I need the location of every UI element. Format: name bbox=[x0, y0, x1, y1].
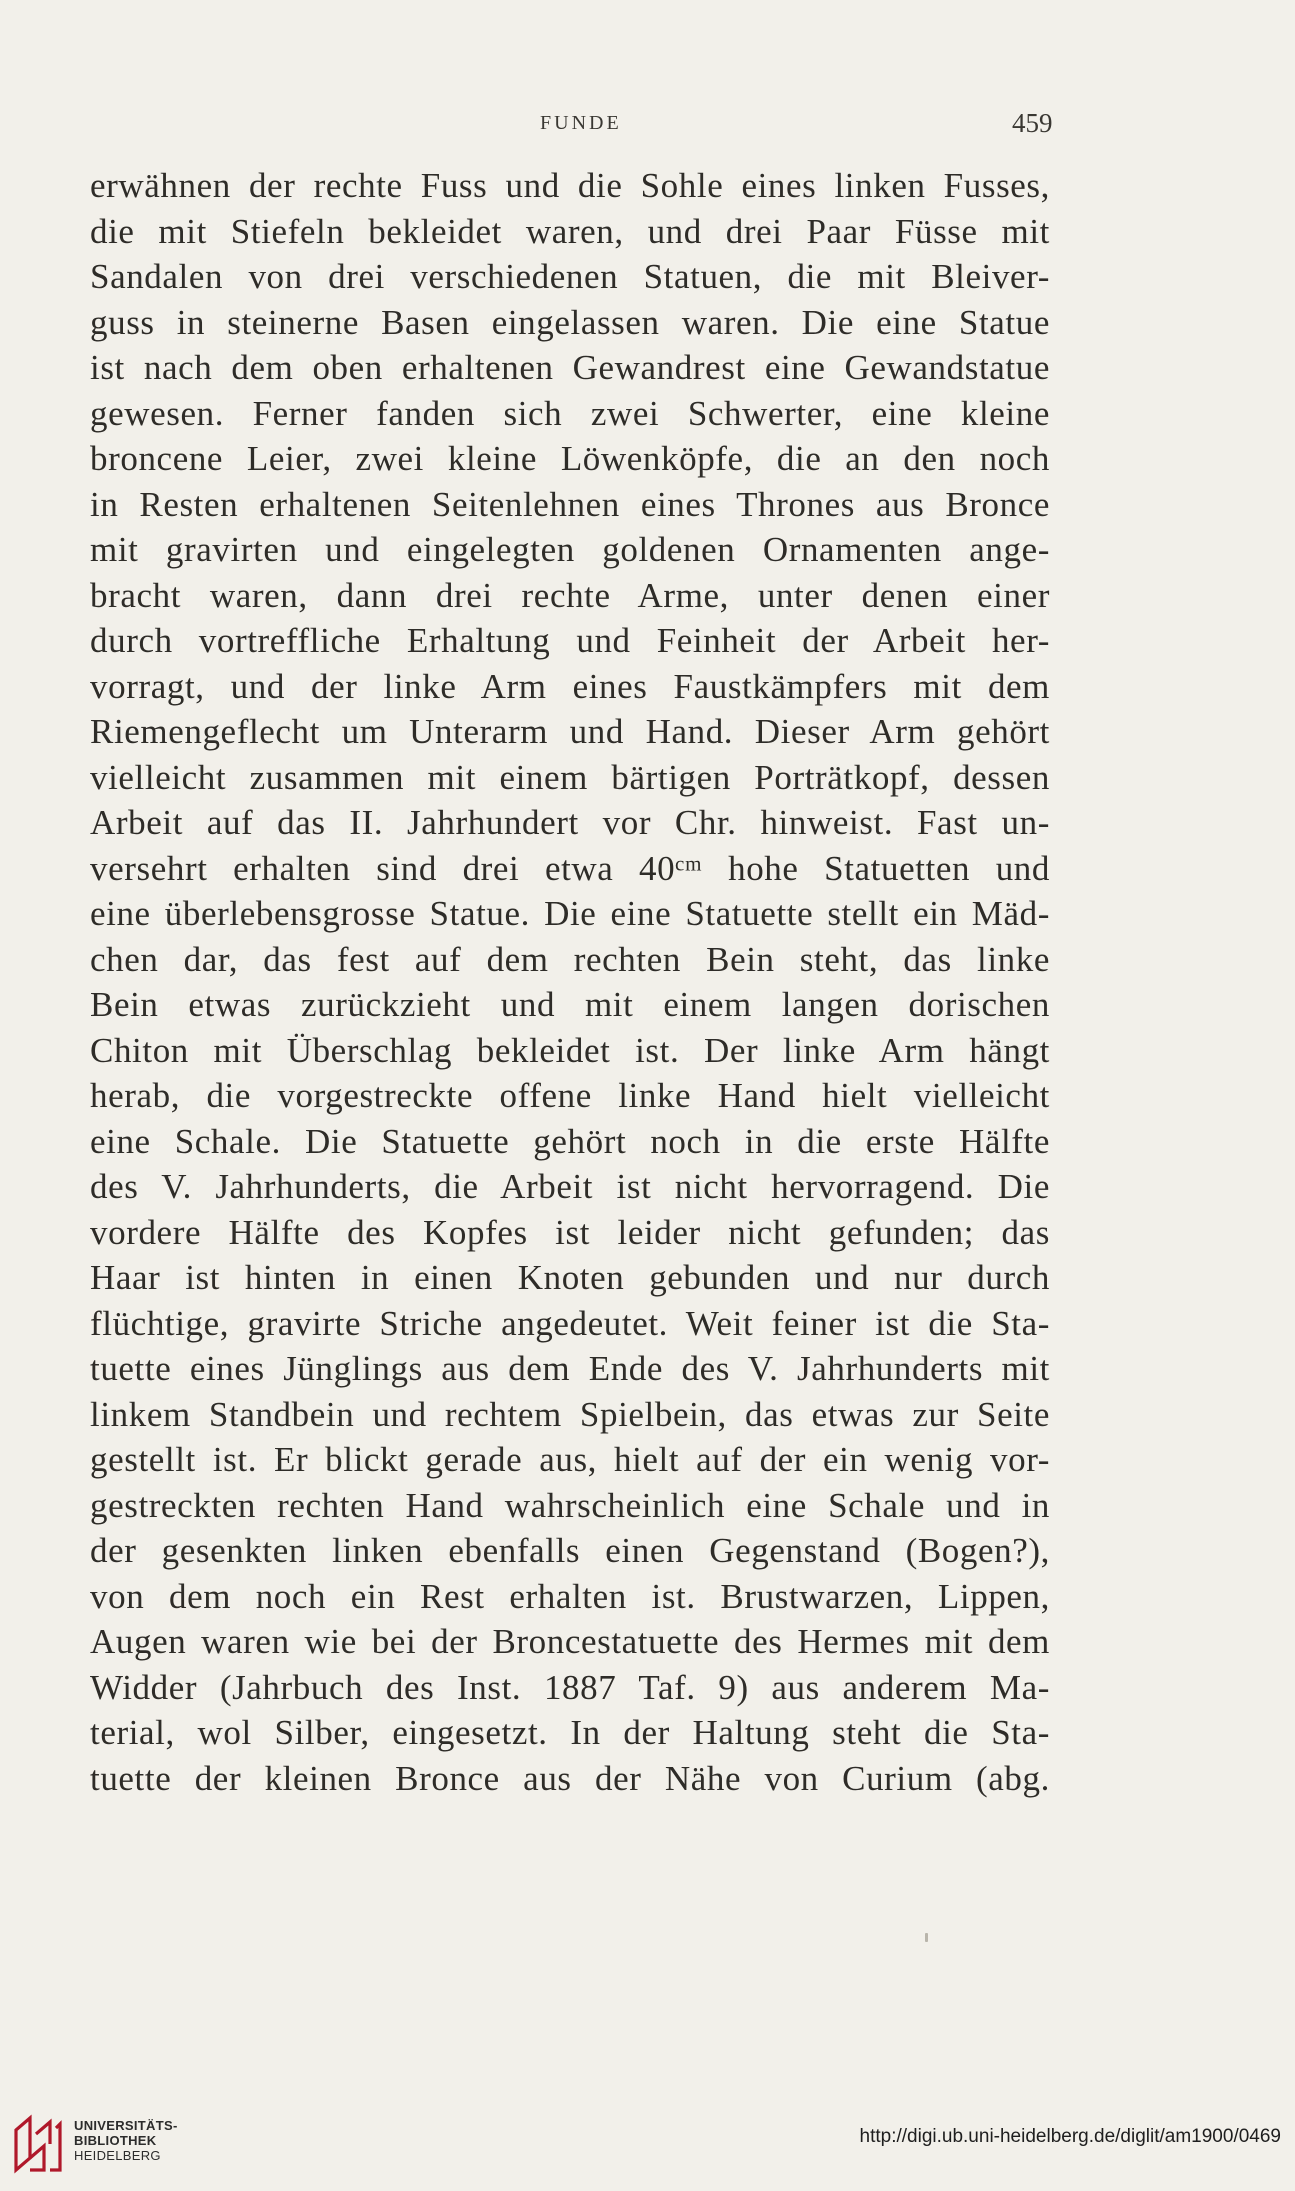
text-line: Augen waren wie bei der Broncestatuette des Hermes mit dem bbox=[90, 1622, 1050, 1661]
text-line: eine Schale. Die Statuette gehört noch in die erste Hälfte bbox=[90, 1121, 1050, 1161]
text-line: flüchtige, gravirte Striche angedeutet. Weit feiner ist die Sta- bbox=[90, 1303, 1050, 1343]
text-line: gestellt ist. Er blickt gerade aus, hielt auf der ein wenig vor- bbox=[90, 1440, 1050, 1479]
text-line: mit gravirten und eingelegten goldenen Ornamenten ange- bbox=[90, 530, 1050, 569]
text-line: linkem Standbein und rechtem Spielbein, das etwas zur Seite bbox=[90, 1394, 1050, 1434]
text-line: guss in steinerne Basen eingelassen waren. Die eine Statue bbox=[90, 302, 1050, 342]
source-url-link[interactable]: http://digi.ub.uni-heidelberg.de/diglit/am1900/0469 bbox=[859, 2126, 1281, 2147]
library-name-line: HEIDELBERG bbox=[74, 2148, 161, 2163]
text-line: Widder (Jahrbuch des Inst. 1887 Taf. 9) aus anderem Ma- bbox=[90, 1667, 1050, 1707]
page-number: 459 bbox=[1012, 108, 1053, 138]
text-line: vielleicht zusammen mit einem bärtigen Porträtkopf, dessen bbox=[90, 757, 1050, 797]
text-line: in Resten erhaltenen Seitenlehnen eines Thrones aus Bronce bbox=[90, 484, 1050, 524]
body-text bbox=[90, 163, 1050, 1801]
library-name bbox=[74, 2118, 178, 2163]
text-line: ist nach dem oben erhaltenen Gewandrest eine Gewandstatue bbox=[90, 348, 1050, 387]
text-line: gestreckten rechten Hand wahrscheinlich eine Schale und in bbox=[90, 1485, 1050, 1525]
text-line: bracht waren, dann drei rechte Arme, unter denen einer bbox=[90, 575, 1050, 615]
text-line: des V. Jahrhunderts, die Arbeit ist nicht hervorragend. Die bbox=[90, 1167, 1050, 1206]
text-line: durch vortreffliche Erhaltung und Feinheit der Arbeit her- bbox=[90, 621, 1050, 660]
text-line: tuette der kleinen Bronce aus der Nähe von Curium (abg. bbox=[90, 1758, 1050, 1798]
text-line: Riemengeflecht um Unterarm und Hand. Dieser Arm gehört bbox=[90, 712, 1050, 751]
text-line: Arbeit auf das II. Jahrhundert vor Chr. hinweist. Fast un- bbox=[90, 803, 1050, 842]
text-line: chen dar, das fest auf dem rechten Bein steht, das linke bbox=[90, 939, 1050, 979]
text-line: broncene Leier, zwei kleine Löwenköpfe, die an den noch bbox=[90, 439, 1050, 478]
text-line: Haar ist hinten in einen Knoten gebunden und nur durch bbox=[90, 1258, 1050, 1297]
text-line: vordere Hälfte des Kopfes ist leider nicht gefunden; das bbox=[90, 1212, 1050, 1252]
running-head bbox=[0, 108, 1295, 142]
text-line: erwähnen der rechte Fuss und die Sohle eines linken Fusses, bbox=[90, 166, 1050, 205]
library-logo-icon bbox=[12, 2114, 64, 2174]
text-line: Bein etwas zurückzieht und mit einem langen dorischen bbox=[90, 985, 1050, 1024]
text-line: der gesenkten linken ebenfalls einen Gegenstand (Bogen?), bbox=[90, 1531, 1050, 1570]
text-line: Sandalen von drei verschiedenen Statuen, die mit Bleiver- bbox=[90, 257, 1050, 296]
footer bbox=[0, 2110, 1295, 2180]
text-line: eine überlebensgrosse Statue. Die eine Statuette stellt ein Mäd- bbox=[90, 894, 1050, 933]
text-line: von dem noch ein Rest erhalten ist. Brustwarzen, Lippen, bbox=[90, 1576, 1050, 1616]
text-line: tuette eines Jünglings aus dem Ende des V. Jahrhunderts mit bbox=[90, 1349, 1050, 1388]
text-line: gewesen. Ferner fanden sich zwei Schwerter, eine kleine bbox=[90, 393, 1050, 433]
library-name-line: BIBLIOTHEK bbox=[74, 2133, 157, 2148]
text-line: vorragt, und der linke Arm eines Faustkämpfers mit dem bbox=[90, 666, 1050, 706]
text-line: Chiton mit Überschlag bekleidet ist. Der linke Arm hängt bbox=[90, 1030, 1050, 1070]
library-name-line: UNIVERSITÄTS- bbox=[74, 2118, 178, 2133]
text-line: die mit Stiefeln bekleidet waren, und drei Paar Füsse mit bbox=[90, 211, 1050, 251]
text-line: versehrt erhalten sind drei etwa 40ᶜᵐ hohe Statuetten und bbox=[90, 848, 1050, 888]
text-line: terial, wol Silber, eingesetzt. In der Haltung steht die Sta- bbox=[90, 1713, 1050, 1752]
paper-speck bbox=[925, 1933, 928, 1942]
text-line: herab, die vorgestreckte offene linke Hand hielt vielleicht bbox=[90, 1076, 1050, 1115]
running-title: FUNDE bbox=[540, 112, 622, 134]
